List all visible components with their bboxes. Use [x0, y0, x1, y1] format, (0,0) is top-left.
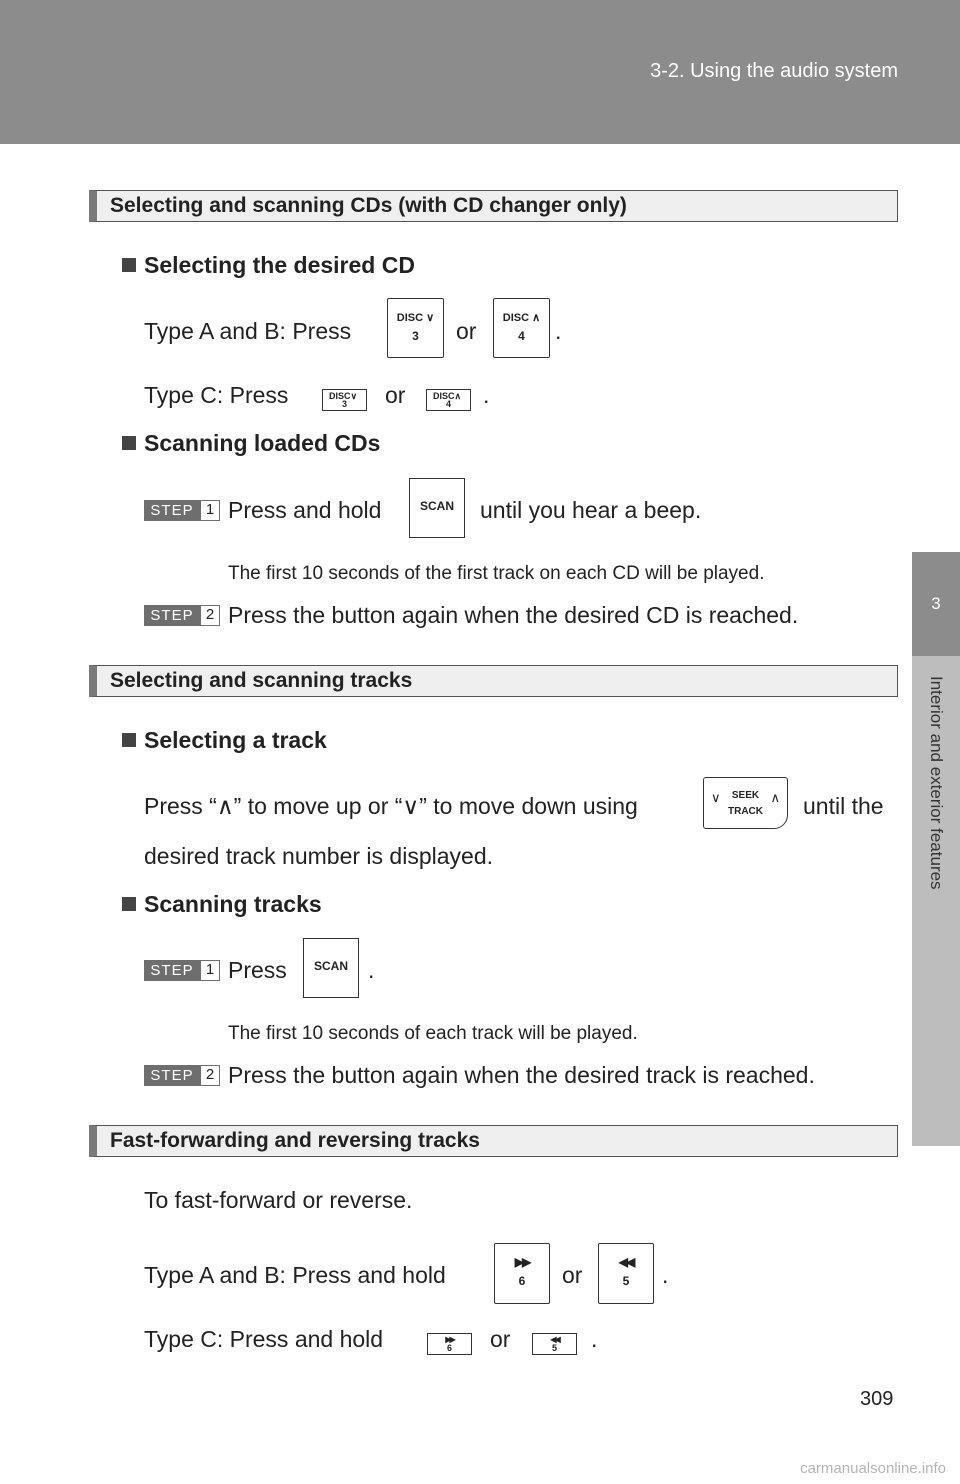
or-text: or: [562, 1262, 583, 1288]
disc-down-button[interactable]: DISC ∨ 3: [387, 298, 444, 358]
section-title-cds: Selecting and scanning CDs (with CD changer only): [89, 190, 898, 222]
header-section-title: 3-2. Using the audio system: [650, 60, 898, 82]
chevron-up-icon: ∧: [532, 312, 541, 324]
typec-disc-text: Type C: Press: [144, 382, 289, 408]
typeab-ff-text: Type A and B: Press and hold: [144, 1262, 446, 1288]
or-text: or: [456, 318, 477, 344]
step1-press-text: Press: [228, 957, 287, 983]
fast-forward-button[interactable]: ▶▶ 6: [494, 1243, 550, 1304]
section-title-tracks: Selecting and scanning tracks: [89, 665, 898, 697]
subheading-select-cd: Selecting the desired CD: [122, 252, 415, 279]
note-track-scan: The first 10 seconds of each track will be played.: [228, 1023, 638, 1044]
step-1-badge: STEP 1: [144, 960, 220, 981]
chevron-down-icon: ∨: [350, 391, 358, 401]
fast-forward-icon: ▶▶: [445, 1335, 454, 1344]
side-tab-label-box: [912, 656, 960, 1146]
step1-press-hold-text: Press and hold: [228, 497, 382, 523]
typec-ff-text: Type C: Press and hold: [144, 1326, 384, 1352]
step-2-badge: STEP 2: [144, 1065, 220, 1086]
scan-button[interactable]: SCAN: [409, 478, 465, 538]
subheading-select-track: Selecting a track: [122, 727, 327, 754]
period-text: .: [662, 1262, 669, 1288]
step-2-badge: STEP 2: [144, 605, 220, 626]
scan-button[interactable]: SCAN: [303, 938, 359, 998]
bullet-square-icon: [122, 897, 136, 911]
period-text: .: [555, 318, 562, 344]
subheading-scan-cds: Scanning loaded CDs: [122, 430, 380, 457]
period-text: .: [483, 382, 490, 408]
or-text: or: [490, 1326, 511, 1352]
watermark: carmanualsonline.info: [800, 1460, 946, 1477]
bullet-square-icon: [122, 733, 136, 747]
seek-track-button[interactable]: ∨ SEEK TRACK ∧: [703, 777, 788, 829]
step1-beep-text: until you hear a beep.: [480, 497, 702, 523]
ff-intro-text: To fast-forward or reverse.: [144, 1187, 413, 1213]
section-title-fast-forward: Fast-forwarding and reversing tracks: [89, 1125, 898, 1157]
step2-cd-text: Press the button again when the desired CD is reached.: [228, 602, 799, 628]
disc-down-button-small[interactable]: DISC∨ 3: [322, 389, 367, 411]
fast-forward-icon: ▶▶: [514, 1255, 530, 1269]
step2-track-text: Press the button again when the desired track is reached.: [228, 1062, 815, 1088]
rewind-button[interactable]: ◀◀ 5: [598, 1243, 654, 1304]
side-tab-label: Interior and exterior features: [927, 676, 946, 890]
typeab-disc-text: Type A and B: Press: [144, 318, 352, 344]
bullet-square-icon: [122, 436, 136, 450]
or-text: or: [385, 382, 406, 408]
until-the-text: until the: [803, 793, 884, 819]
disc-up-button-small[interactable]: DISC∧ 4: [426, 389, 471, 411]
page-number: 309: [860, 1388, 894, 1410]
disc-up-button[interactable]: DISC ∧ 4: [493, 298, 550, 358]
fast-forward-button-small[interactable]: ▶▶ 6: [427, 1333, 472, 1355]
bullet-square-icon: [122, 258, 136, 272]
track-number-displayed-text: desired track number is displayed.: [144, 843, 493, 869]
rewind-icon: ◀◀: [550, 1335, 559, 1344]
period-text: .: [368, 957, 375, 983]
step-1-badge: STEP 1: [144, 500, 220, 521]
page-header: [0, 0, 960, 144]
chevron-up-icon: ∧: [770, 790, 780, 805]
side-tab-number: 3: [912, 552, 960, 656]
chevron-up-icon: ∧: [454, 391, 462, 401]
note-cd-scan: The first 10 seconds of the first track on each CD will be played.: [228, 563, 765, 584]
subheading-scan-tracks: Scanning tracks: [122, 891, 322, 918]
chevron-down-icon: ∨: [426, 312, 435, 324]
select-track-instruction: Press “∧” to move up or “∨” to move down using: [144, 793, 638, 819]
rewind-button-small[interactable]: ◀◀ 5: [532, 1333, 577, 1355]
chevron-down-icon: ∨: [711, 790, 721, 805]
period-text: .: [591, 1326, 598, 1352]
rewind-icon: ◀◀: [618, 1255, 634, 1269]
